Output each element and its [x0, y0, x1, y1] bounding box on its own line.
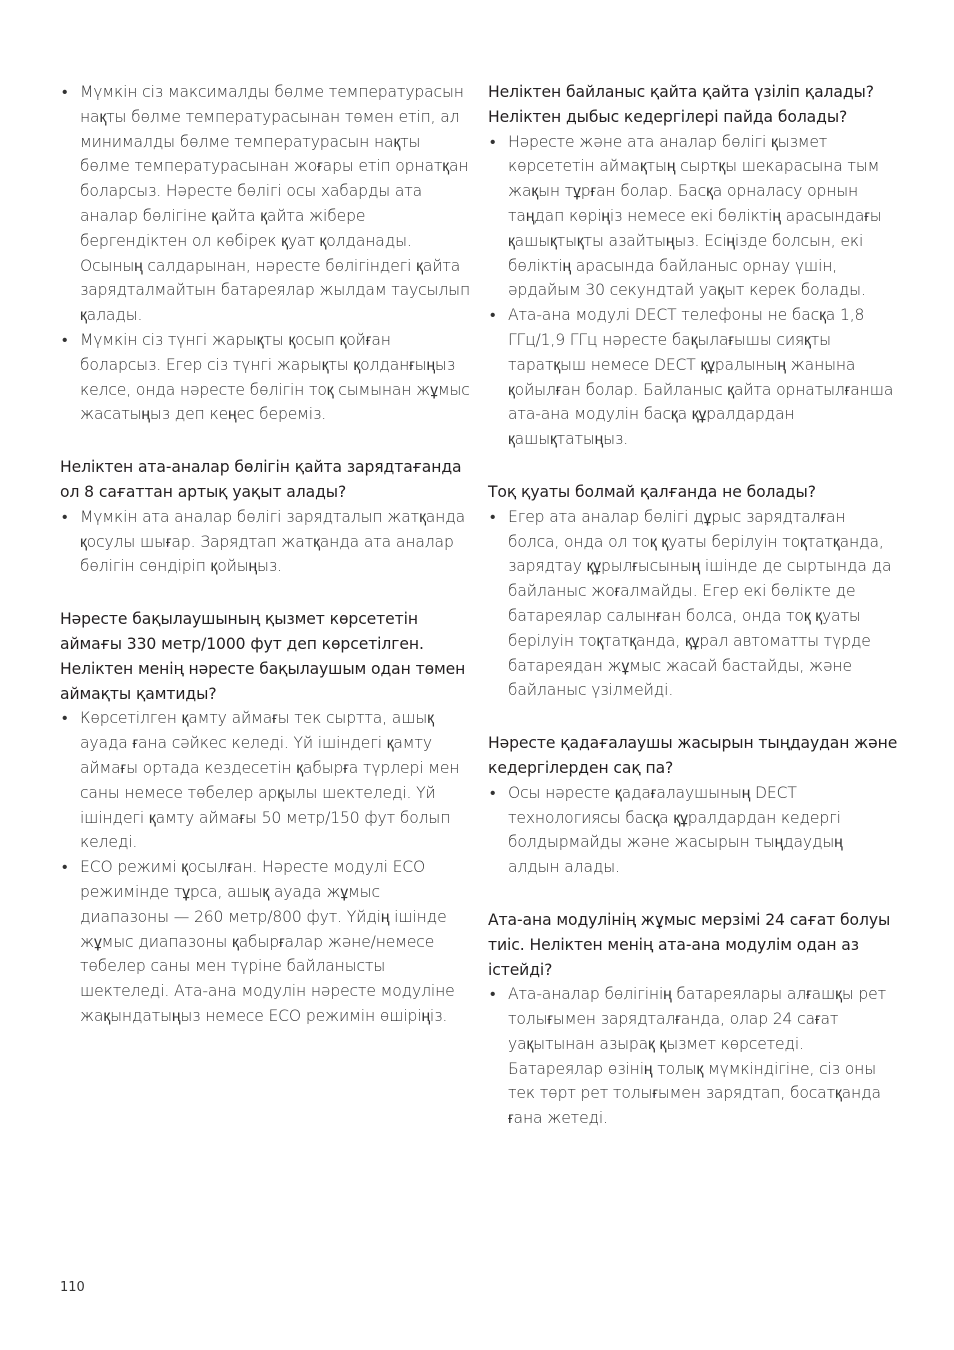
bullet-list — [60, 505, 470, 579]
bullet-list — [488, 781, 898, 880]
list-item-text: Ата-аналар бөлігінің батареялары алғашқы рет толығымен зарядталғанда, олар 24 сағат уақытынан азырақ қызмет көрсетеді. Батареялар өзінің толық мүмкіндігіне, сіз оны тек төрт рет толығымен зарядтап, босатқанда ғана жетеді. — [508, 985, 887, 1128]
section-heading: Неліктен байланыс қайта қайта үзіліп қалады? Неліктен дыбыс кедергілері пайда болады? — [488, 83, 874, 126]
list-item-text: ECO режимі қосылған. Нәресте модулі ECO режимінде тұрса, ашық ауада жұмыс диапазоны — 260 метр/800 фут. Үйдің ішінде жұмыс диапазоны қабырғалар және/немесе төбелер саны мен түріне байланысты шектеледі. Ата-ана модулін нәресте модуліне жақындатыңыз немесе ECO режимін өшіріңіз. — [80, 858, 455, 1025]
bullet-icon: • — [490, 507, 496, 526]
bullet-icon: • — [490, 132, 496, 151]
section-heading: Нәресте қадағалаушы жасырын тыңдаудан және кедергілерден сақ па? — [488, 734, 898, 777]
bullet-icon: • — [62, 709, 68, 728]
bullet-icon: • — [62, 330, 68, 349]
list-item-text: Көрсетілген қамту аймағы тек сыртта, ашық ауада ғана сәйкес келеді. Үй ішіндегі қамту аймағы ортада кездесетін қабырға түрлері мен саны немесе төбелер арқылы шектеледі. Үй ішіндегі қамту аймағы 50 метр/150 фут болып келеді. — [80, 709, 460, 852]
list-item — [60, 328, 470, 427]
list-item-text: Мүмкін сіз максималды бөлме температурасын нақты бөлме температурасынан төмен етіп, ал минималды бөлме температурасын нақты бөлме температурасынан жоғары етіп орнатқан боларсыз. Нәресте бөлігі осы хабарды ата аналар бөлігіне қайта қайта жібере бергендіктен ол көбірек қуат қолданады. Осының салдарынан, нәресте бөлігіндегі қайта зарядталмайтын батареялар жылдам таусылып қалады. — [80, 83, 470, 325]
section-heading: Тоқ қуаты болмай қалғанда не болады? — [488, 482, 816, 501]
eavesdrop-section — [488, 731, 898, 880]
left-column — [60, 80, 470, 1057]
bullet-icon: • — [490, 985, 496, 1004]
bullet-list — [60, 706, 470, 1028]
charging-section — [60, 455, 470, 579]
bullet-icon: • — [490, 306, 496, 325]
list-item-text: Ата-ана модулі DECT телефоны не басқа 1,8 ГГц/1,9 ГГц нәресте бақылағышы сияқты таратқыш немесе DECT құралының жанына қойылған болар. Байланыс қайта орнатылғанша ата-ана модулін басқа құралдардан қашықтатыңыз. — [508, 306, 894, 449]
range-section — [60, 607, 470, 1029]
list-item-text: Мүмкін сіз түнгі жарықты қосып қойған боларсыз. Егер сіз түнгі жарықты қолданғыңыз келсе, онда нәресте бөлігін тоқ сымынан жұмыс жасатыңыз деп кеңес береміз. — [80, 330, 470, 424]
right-column — [488, 80, 898, 1159]
list-item — [488, 505, 898, 703]
bullet-list — [488, 130, 898, 452]
list-item — [488, 781, 898, 880]
interrupt-section — [488, 80, 898, 452]
list-item-text: Егер ата аналар бөлігі дұрыс зарядталған болса, онда ол тоқ қуаты берілуін тоқтатқанда, зарядтау құрылғысының ішінде де сыртында да байланыс жоғалмайды. Егер екі бөлікте де батареялар салынған болса, онда тоқ қуаты берілуін тоқтатқанда, құрал автоматты түрде батареядан жұмыс жасай бастайды, және байланыс үзілмейді. — [508, 507, 892, 700]
list-item — [60, 706, 470, 855]
section-heading: Ата-ана модулінің жұмыс мерзімі 24 сағат болуы тиіс. Неліктен менің ата-ана модулім одан аз істейді? — [488, 910, 891, 979]
list-item-text: Мүмкін ата аналар бөлігі зарядталып жатқанда қосулы шығар. Зарядтап жатқанда ата аналар бөлігін сөндіріп қойыңыз. — [80, 507, 466, 576]
list-item — [488, 982, 898, 1131]
list-item-text: Осы нәресте қадағалаушының DECT технологиясы басқа құралдардан кедергі болдырмайды және жасырын тыңдаудың алдын алады. — [508, 783, 843, 877]
list-item-text: Нәресте және ата аналар бөлігі қызмет көрсететін аймақтың сыртқы шекарасына тым жақын тұрған болар. Басқа орналасу орнын таңдап көріңіз немесе екі бөліктің арасындағы қашықтықты азайтыңыз. Есіңізде болсын, екі бөліктің арасында байланыс орнау үшін, әрдайым 30 секундтай уақыт керек болады. — [508, 132, 882, 300]
bullet-icon: • — [62, 507, 68, 526]
bullet-icon: • — [62, 83, 68, 101]
bullet-list — [60, 80, 470, 427]
list-item — [488, 303, 898, 452]
list-item — [60, 855, 470, 1029]
bullet-icon: • — [62, 858, 68, 877]
intro-section — [60, 80, 470, 427]
page-number: 110 — [60, 1280, 85, 1295]
section-heading: Неліктен ата-аналар бөлігін қайта зарядтағанда ол 8 сағаттан артық уақыт алады? — [60, 458, 462, 501]
section-heading: Нәресте бақылаушының қызмет көрсететін аймағы 330 метр/1000 фут деп көрсетілген. Неліктен менің нәресте бақылаушым одан төмен аймақты қамтиды? — [60, 610, 466, 703]
list-item — [60, 80, 470, 328]
power-section — [488, 480, 898, 703]
battery-section — [488, 908, 898, 1131]
bullet-icon: • — [490, 783, 496, 802]
bullet-list — [488, 505, 898, 703]
list-item — [60, 505, 470, 579]
list-item — [488, 130, 898, 304]
bullet-list — [488, 982, 898, 1131]
